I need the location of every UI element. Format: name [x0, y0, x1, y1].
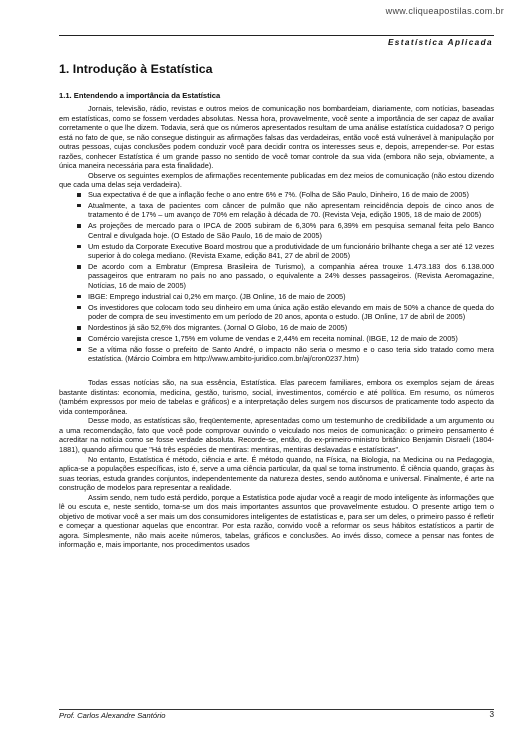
- section-title: 1.1. Entendendo a importância da Estatística: [59, 91, 221, 100]
- footer-rule: [59, 709, 494, 710]
- body-paragraph: Assim sendo, nem tudo está perdido, porque a Estatística pode ajudar você a reagir de modo inteligente às informações que lê ou escuta e, neste sentido, torna-se um dos mais importantes assuntos que provavelmente estudou. O presente artigo tem o objetivo de motivar você a ser mais um dos consumidores inteligentes de estatísticas e, para ser um deles, o primeiro passo é refletir e começar a questionar aquelas que encontrar. Por esta razão, convido você a reformar os seus hábitos estatísticos a partir de agora. Simplesmente, não mais aceite números, tabelas, gráficos e conclusões. Ao invés disso, comece a pensar nas fontes de informação e, mais importante, nos procedimentos usados: [59, 492, 494, 550]
- list-item: Atualmente, a taxa de pacientes com câncer de pulmão que não apresentam reincidência depois de cinco anos de tratamento é de 17% – um avanço de 70% em relação à década de 70. (Revista Veja, edição 1905, 18 de maio de 2005): [88, 200, 494, 220]
- list-item: Sua expectativa é de que a inflação feche o ano entre 6% e 7%. (Folha de São Paulo, Dinheiro, 16 de maio de 2005): [88, 190, 494, 200]
- site-url[interactable]: www.cliqueapostilas.com.br: [385, 6, 504, 16]
- list-item: Nordestinos já são 52,6% dos migrantes. (Jornal O Globo, 16 de maio de 2005): [88, 323, 494, 333]
- list-item: Um estudo da Corporate Executive Board mostrou que a produtividade de um funcionário brilhante chega a ser até 12 vezes superior à do colega mediano. (Revista Exame, edição 841, 27 de abril de 2005): [88, 241, 494, 261]
- intro-paragraph: Jornais, televisão, rádio, revistas e outros meios de comunicação nos bombardeiam, diariamente, com notícias, baseadas em estatísticas, como se fossem verdades absolutas. Nessa hora, provavelmente, você sente a importância de ser capaz de avaliar corretamente o que lhe dizem. Todavia, será que os números apresentados resultam de uma análise estatística cuidadosa? O perigo está no fato de que, se não consegue distinguir as afirmações falsas das verdadeiras, então você está vulnerável à manipulação por outras pessoas, cujas conclusões podem conduzir você para decidir contra os interesses seus e, depois, arrepender-se. Por estas razões, conhecer Estatística é um grande passo no sentido de você tomar controle da sua vida (embora não seja, obviamente, a única maneira necessária para esta finalidade).: [59, 104, 494, 171]
- chapter-title: 1. Introdução à Estatística: [59, 62, 213, 76]
- page-body: [59, 62, 494, 550]
- body-paragraph: Todas essas notícias são, na sua essência, Estatística. Elas parecem familiares, embora os exemplos sejam de áreas bastante distintas: economia, medicina, gestão, turismo, social, investimentos, comércio e até política. Em resumo, os números (também expressos por meio de tabelas e gráficos) e a interpretação deles surgem nos discursos de praticamente todo aspecto da vida contemporânea.: [59, 378, 494, 416]
- header-rule: [59, 35, 494, 36]
- body-paragraph: No entanto, Estatística é método, ciência e arte. É método quando, na Física, na Biologia, na Medicina ou na Pedagogia, aplica-se a populações específicas, isto é, serve a uma ciência particular, da qual se torna instrumento. É ciência quando, graças às suas teorias, estuda grandes conjuntos, independentemente da natureza destes, sendo autônoma e universal. Finalmente, é arte na construção de modelos para representar a realidade.: [59, 454, 494, 493]
- intro-paragraph: Observe os seguintes exemplos de afirmações recentemente publicadas em dez meios de comunicação (não estou dizendo que cada uma delas seja verdadeira).: [59, 170, 494, 190]
- footer-author: Prof. Carlos Alexandre Santório: [59, 711, 166, 720]
- spacer: [59, 365, 494, 378]
- body-paragraph: Desse modo, as estatísticas são, freqüentemente, apresentadas como um testemunho de credibilidade a um argumento ou a uma recomendação, fato que você pode comprovar ouvindo o veiculado nos meios de comunicação: o primeiro pensamento é acreditar na notícia como se fosse verdade absoluta. Recorde-se, então, do ex-primeiro-ministro britânico Benjamin Disraeli (1804-1881), quando afirmou que "Há três espécies de mentiras: mentiras, mentiras deslavadas e estatísticas".: [59, 416, 494, 455]
- page-number: 3: [489, 710, 494, 719]
- list-item: As projeções de mercado para o IPCA de 2005 subiram de 6,30% para 6,39% em pesquisa semanal feita pelo Banco Central e divulgada hoje. (O Estado de São Paulo, 16 de maio de 2005): [88, 221, 494, 240]
- list-item: Comércio varejista cresce 1,75% em volume de vendas e 2,44% em receita nominal. (IBGE, 12 de maio de 2005): [88, 334, 494, 344]
- list-item: IBGE: Emprego industrial cai 0,2% em março. (JB Online, 16 de maio de 2005): [88, 292, 494, 302]
- list-item: Se a vítima não fosse o prefeito de Santo André, o impacto não seria o mesmo e o caso teria sido tratado como mera estatística. (Márcio Coimbra em http://www.ambito-juridico.com.br/aj/cron0237.htm): [88, 344, 494, 364]
- list-item: Os investidores que colocam todo seu dinheiro em uma única ação estão elevando em mais de 50% a chance de queda do poder de compra de seu investimento em um período de 20 anos, aponta o estudo. (JB Online, 17 de abril de 2005): [88, 302, 494, 322]
- running-head: Estatística Aplicada: [387, 38, 493, 47]
- list-item: De acordo com a Embratur (Empresa Brasileira de Turismo), a companhia aérea trouxe 1.473.183 dos 6.138.000 passageiros que entraram no país no ano passado, o equivalente a 24% desses passageiros. (Revista Aeromagazine, Notícias, 16 de maio de 2005): [88, 261, 494, 291]
- examples-list: [59, 190, 494, 364]
